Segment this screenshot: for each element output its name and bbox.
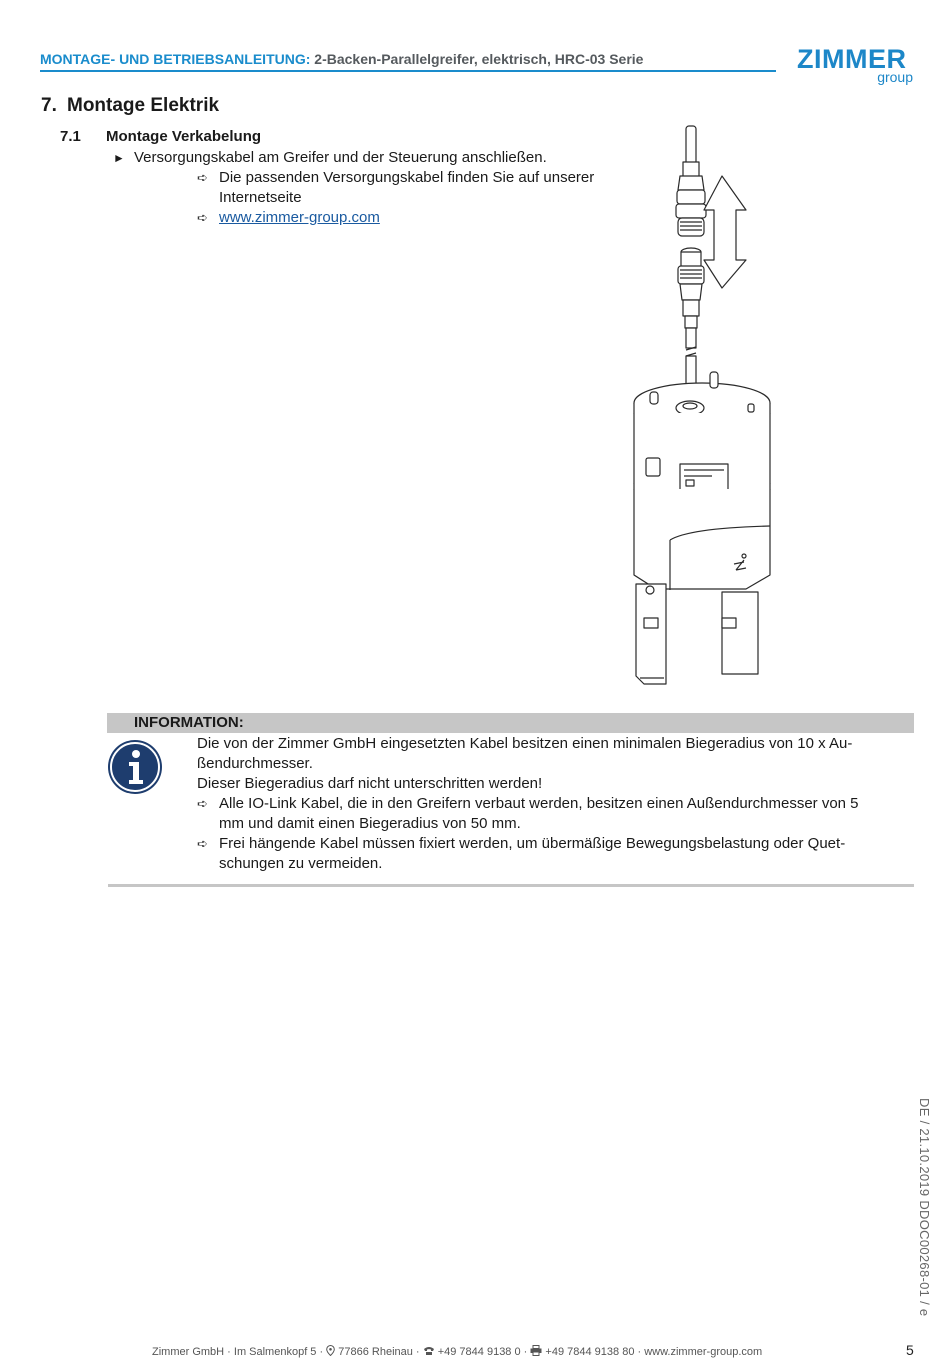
- gripper-cable-illustration: [610, 118, 810, 693]
- result-1-line-2: Internetseite: [219, 189, 302, 206]
- info-icon: [107, 739, 163, 795]
- information-bullet-2-line-2: schungen zu vermeiden.: [219, 855, 383, 872]
- bullet-arrow-icon: ➪: [197, 796, 208, 811]
- logo-word: ZIMMER: [797, 44, 907, 74]
- bullet-arrow-icon: ➪: [197, 836, 208, 851]
- result-1-line-1: Die passenden Versorgungskabel finden Sie auf unserer: [219, 169, 595, 186]
- fax-icon: [530, 1345, 542, 1356]
- subsection-number: 7.1: [60, 128, 81, 145]
- footer-fax: +49 7844 9138 80 · www.zimmer-group.com: [542, 1346, 763, 1358]
- zimmer-logo: [797, 44, 917, 88]
- location-pin-icon: [326, 1345, 335, 1356]
- page-number: 5: [906, 1342, 914, 1358]
- information-title: INFORMATION:: [134, 714, 244, 731]
- result-arrow-icon: ➪: [197, 170, 208, 185]
- header-title-prefix: MONTAGE- UND BETRIEBSANLEITUNG:: [40, 51, 311, 67]
- information-bullet-1-line-1: Alle IO-Link Kabel, die in den Greifern verbaut werden, besitzen einen Außendurchmesser von 5: [219, 795, 859, 812]
- footer-city: 77866 Rheinau ·: [335, 1346, 423, 1358]
- header-title-rest: 2-Backen-Parallelgreifer, elektrisch, HRC-03 Serie: [310, 51, 644, 67]
- footer-phone: +49 7844 9138 0 ·: [434, 1346, 531, 1358]
- phone-icon: [423, 1346, 435, 1356]
- document-revision-text: DE / 21.10.2019 DDOC00268-01 / e: [917, 1098, 932, 1317]
- information-bullet-1-line-2: mm und damit einen Biegeradius von 50 mm.: [219, 815, 521, 832]
- header-divider: [40, 70, 776, 72]
- step-text: Versorgungskabel am Greifer und der Steuerung anschließen.: [134, 149, 547, 166]
- section-number: 7.: [41, 95, 57, 116]
- section-heading: [41, 95, 219, 117]
- logo-sub: group: [877, 69, 913, 85]
- section-title: Montage Elektrik: [67, 95, 220, 116]
- step-marker-icon: ►: [113, 151, 125, 165]
- website-link[interactable]: www.zimmer-group.com: [219, 209, 380, 226]
- document-revision-label: [906, 1098, 936, 1328]
- information-bottom-rule: [108, 884, 914, 887]
- information-line-1: Die von der Zimmer GmbH eingesetzten Kabel besitzen einen minimalen Biegeradius von 10 x Au-: [197, 735, 853, 752]
- header-title: [40, 51, 643, 67]
- footer-company: Zimmer GmbH · Im Salmenkopf 5 ·: [152, 1346, 327, 1358]
- result-1: [219, 168, 594, 208]
- information-bullet-2-line-1: Frei hängende Kabel müssen fixiert werden, um übermäßige Bewegungsbelastung oder Quet-: [219, 835, 846, 852]
- information-line-3: Dieser Biegeradius darf nicht unterschritten werden!: [197, 775, 543, 792]
- subsection-title: Montage Verkabelung: [106, 128, 262, 145]
- information-line-2: ßendurchmesser.: [197, 755, 313, 772]
- result-arrow-icon: ➪: [197, 210, 208, 225]
- footer: [152, 1345, 762, 1358]
